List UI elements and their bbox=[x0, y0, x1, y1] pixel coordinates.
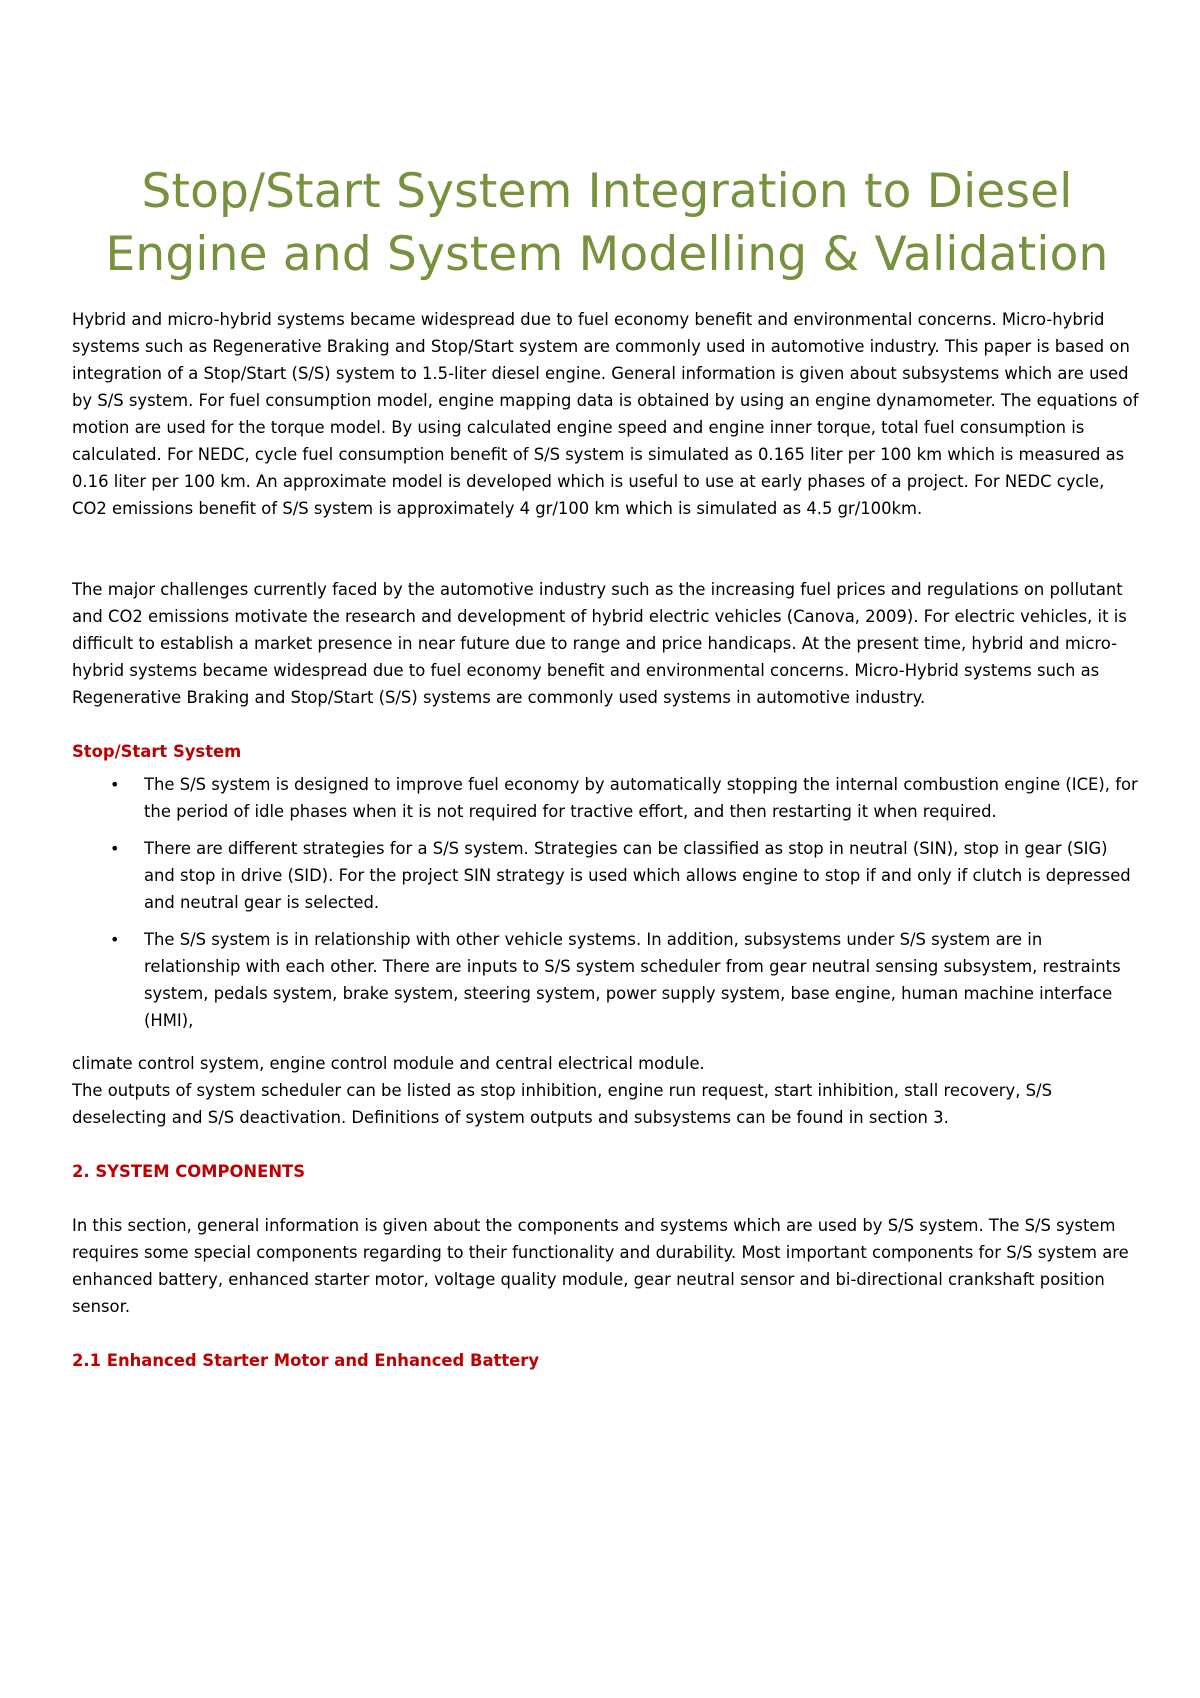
heading-stop-start-system: Stop/Start System bbox=[72, 742, 242, 761]
spacer bbox=[72, 711, 1142, 738]
spacer bbox=[72, 1185, 1142, 1212]
spacer bbox=[72, 1320, 1142, 1347]
spacer bbox=[72, 522, 1142, 576]
document-title: Stop/Start System Integration to Diesel Engine and System Modelling & Validation bbox=[105, 164, 1109, 282]
list-item bbox=[72, 835, 1142, 916]
continuation-paragraph: climate control system, engine control module and central electrical module. bbox=[72, 1054, 705, 1073]
heading-enhanced-starter: 2.1 Enhanced Starter Motor and Enhanced Battery bbox=[72, 1351, 540, 1370]
list-item bbox=[72, 771, 1142, 825]
spacer bbox=[72, 1131, 1142, 1158]
list-item-text: The S/S system is in relationship with other vehicle systems. In addition, subsystems under S/S system are in relationship with each other. There are inputs to S/S system scheduler from gear neutral sensing subsystem, restraints system, pedals system, brake system, steering system, power supply system, base engine, human machine interface (HMI), bbox=[144, 930, 1121, 1030]
list-item-text: There are different strategies for a S/S system. Strategies can be classified as stop in neutral (SIN), stop in gear (SIG) and stop in drive (SID). For the project SIN strategy is used which allows engine to stop if and only if clutch is depressed and neutral gear is selected. bbox=[144, 839, 1131, 912]
stop-start-bullet-list bbox=[72, 771, 1142, 1034]
heading-system-components: 2. SYSTEM COMPONENTS bbox=[72, 1162, 306, 1181]
list-item bbox=[72, 926, 1142, 1034]
components-paragraph: In this section, general information is given about the components and systems which are used by S/S system. The S/S system requires some special components regarding to their functionality and durability. Most important components for S/S system are enhanced battery, enhanced starter motor, voltage quality module, gear neutral sensor and bi-directional crankshaft position sensor. bbox=[72, 1216, 1129, 1316]
outputs-paragraph: The outputs of system scheduler can be listed as stop inhibition, engine run request, start inhibition, stall recovery, S/S deselecting and S/S deactivation. Definitions of system outputs and subsystems can be found in section 3. bbox=[72, 1081, 1052, 1127]
abstract-paragraph: Hybrid and micro-hybrid systems became widespread due to fuel economy benefit and environmental concerns. Micro-hybrid systems such as Regenerative Braking and Stop/Start system are commonly used in automotive industry. This paper is based on integration of a Stop/Start (S/S) system to 1.5-liter diesel engine. General information is given about subsystems which are used by S/S system. For fuel consumption model, engine mapping data is obtained by using an engine dynamometer. The equations of motion are used for the torque model. By using calculated engine speed and engine inner torque, total fuel consumption is calculated. For NEDC, cycle fuel consumption benefit of S/S system is simulated as 0.165 liter per 100 km which is measured as 0.16 liter per 100 km. An approximate model is developed which is useful to use at early phases of a project. For NEDC cycle, CO2 emissions benefit of S/S system is approximately 4 gr/100 km which is simulated as 4.5 gr/100km. bbox=[72, 310, 1139, 518]
bullet-icon: • bbox=[110, 839, 120, 858]
intro-paragraph: The major challenges currently faced by the automotive industry such as the increasing fuel prices and regulations on pollutant and CO2 emissions motivate the research and development of hybrid electric vehicles (Canova, 2009). For electric vehicles, it is difficult to establish a market presence in near future due to range and price handicaps. At the present time, hybrid and micro-hybrid systems became widespread due to fuel economy benefit and environmental concerns. Micro-Hybrid systems such as Regenerative Braking and Stop/Start (S/S) systems are commonly used systems in automotive industry. bbox=[72, 580, 1127, 707]
document-page bbox=[72, 160, 1142, 1374]
bullet-icon: • bbox=[110, 775, 120, 794]
list-item-text: The S/S system is designed to improve fuel economy by automatically stopping the internal combustion engine (ICE), for the period of idle phases when it is not required for tractive effort, and then restarting it when required. bbox=[144, 775, 1138, 821]
bullet-icon: • bbox=[110, 930, 120, 949]
